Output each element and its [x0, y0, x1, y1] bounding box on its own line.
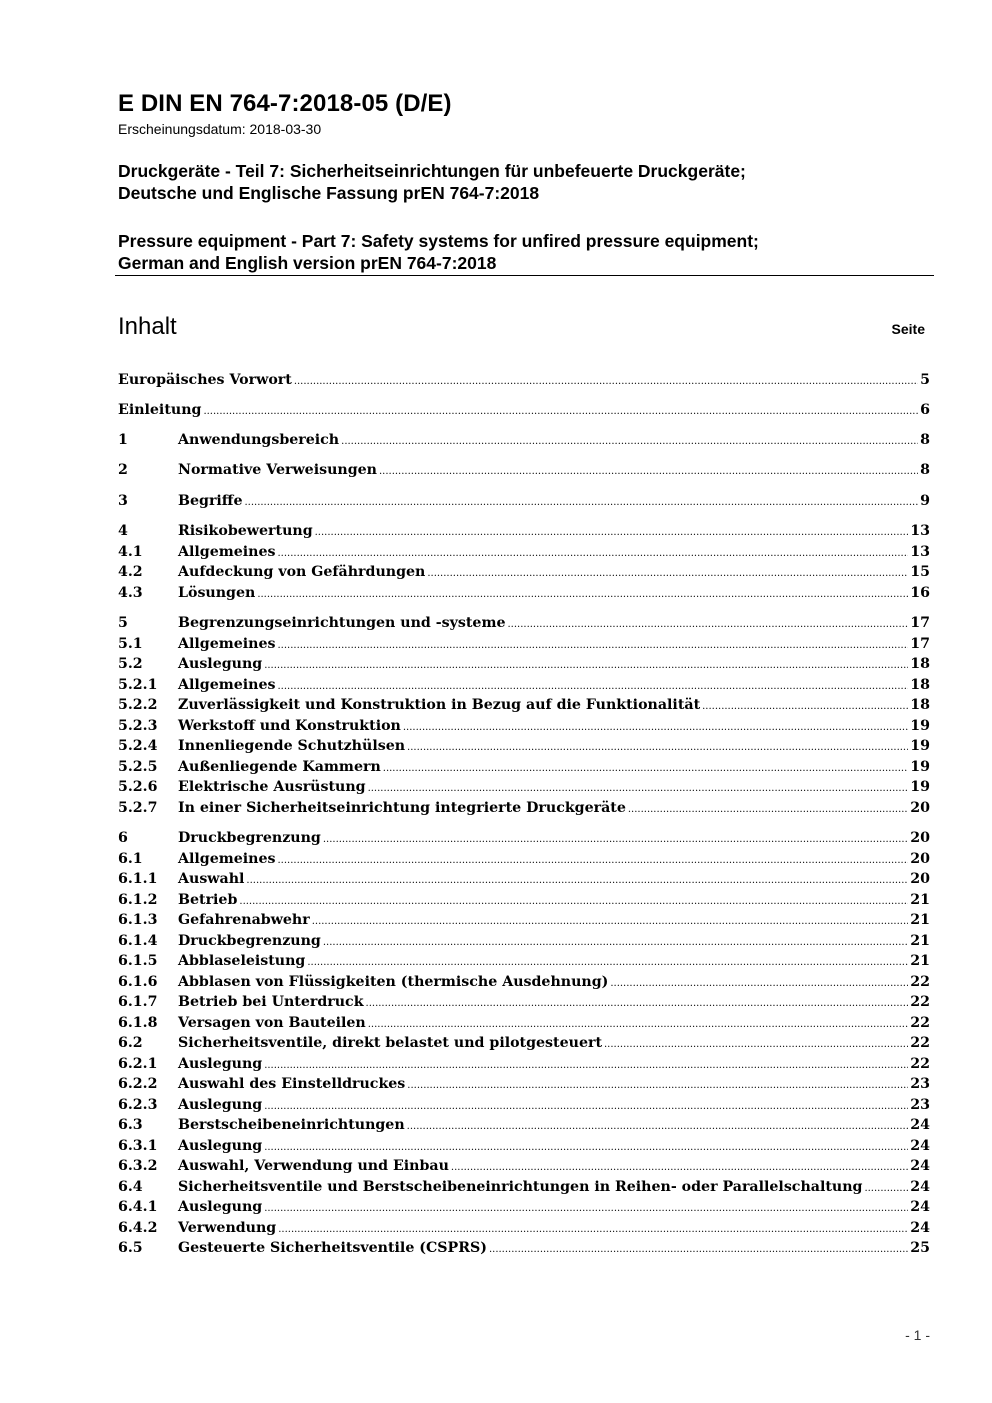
toc-entry-page: 13: [910, 523, 930, 539]
toc-dot-leader: [383, 759, 908, 775]
toc-entry[interactable]: [118, 974, 930, 994]
toc-entry-title: Begrenzungseinrichtungen und -systeme: [178, 615, 506, 631]
toc-entry-title: Auslegung: [178, 656, 263, 672]
toc-entry[interactable]: [118, 1117, 930, 1137]
toc-dot-leader: [264, 1097, 908, 1113]
toc-entry-number: 6.1.8: [118, 1015, 158, 1031]
toc-entry-page: 24: [910, 1117, 930, 1133]
toc-entry[interactable]: [118, 1015, 930, 1035]
toc-dot-leader: [246, 871, 908, 887]
toc-dot-leader: [312, 912, 909, 928]
toc-entry-page: 21: [910, 892, 930, 908]
toc-dot-leader: [307, 953, 908, 969]
toc-entry-number: 6.1.2: [118, 892, 158, 908]
toc-entry-number: 6.2.1: [118, 1056, 158, 1072]
toc-entry-page: 5: [920, 372, 930, 388]
toc-entry[interactable]: [118, 1240, 930, 1260]
toc-dot-leader: [403, 718, 908, 734]
toc-dot-leader: [264, 656, 908, 672]
toc-entry-page: 20: [910, 830, 930, 846]
toc-entry-page: 19: [910, 759, 930, 775]
toc-entry[interactable]: [118, 493, 930, 513]
page-column-label: Seite: [891, 321, 925, 337]
toc-entry-page: 24: [910, 1199, 930, 1215]
toc-entry-page: 17: [910, 636, 930, 652]
toc-entry-number: 6: [118, 830, 128, 846]
toc-entry-number: 6.1.7: [118, 994, 158, 1010]
toc-entry-title: Allgemeines: [178, 544, 276, 560]
toc-entry-page: 17: [910, 615, 930, 631]
toc-entry-page: 19: [910, 738, 930, 754]
toc-dot-leader: [508, 615, 909, 631]
toc-entry-title: Betrieb: [178, 892, 238, 908]
toc-entry-title: Druckbegrenzung: [178, 830, 321, 846]
toc-dot-leader: [278, 544, 909, 560]
toc-entry-number: 6.5: [118, 1240, 143, 1256]
toc-entry-title: Druckbegrenzung: [178, 933, 321, 949]
toc-entry-title: Betrieb bei Unterdruck: [178, 994, 364, 1010]
toc-entry-number: 5.2.1: [118, 677, 158, 693]
toc-entry-page: 18: [910, 697, 930, 713]
toc-dot-leader: [264, 1056, 908, 1072]
toc-entry-page: 6: [920, 402, 930, 418]
toc-entry[interactable]: [118, 1076, 930, 1096]
toc-dot-leader: [628, 800, 908, 816]
toc-dot-leader: [610, 974, 908, 990]
toc-entry-title: Anwendungsbereich: [178, 432, 340, 448]
toc-dot-leader: [323, 933, 908, 949]
toc-entry-page: 22: [910, 1056, 930, 1072]
toc-entry[interactable]: [118, 1199, 930, 1219]
toc-entry[interactable]: [118, 402, 930, 422]
toc-entry-title: Abblaseleistung: [178, 953, 306, 969]
toc-entry[interactable]: [118, 544, 930, 564]
toc-entry-number: 6.2: [118, 1035, 143, 1051]
toc-entry-page: 19: [910, 718, 930, 734]
toc-entry[interactable]: [118, 636, 930, 656]
toc-dot-leader: [379, 462, 918, 478]
toc-entry[interactable]: [118, 892, 930, 912]
toc-entry-title: Auswahl, Verwendung und Einbau: [178, 1158, 449, 1174]
toc-entry-title: Berstscheibeneinrichtungen: [178, 1117, 405, 1133]
toc-entry-title: In einer Sicherheitseinrichtung integrierte Druckgeräte: [178, 800, 626, 816]
toc-entry-number: 6.4.1: [118, 1199, 158, 1215]
toc-entry-page: 25: [910, 1240, 930, 1256]
toc-entry-page: 20: [910, 851, 930, 867]
toc-entry-title: Elektrische Ausrüstung: [178, 779, 366, 795]
toc-dot-leader: [257, 585, 908, 601]
toc-dot-leader: [278, 851, 909, 867]
toc-entry-number: 5.2.7: [118, 800, 158, 816]
toc-entry-page: 20: [910, 871, 930, 887]
toc-dot-leader: [278, 636, 909, 652]
toc-entry[interactable]: [118, 1220, 930, 1240]
toc-entry-number: 6.1: [118, 851, 143, 867]
toc-entry-number: 4: [118, 523, 128, 539]
toc-dot-leader: [323, 830, 908, 846]
toc-entry[interactable]: [118, 933, 930, 953]
toc-entry-number: 1: [118, 432, 128, 448]
toc-entry-title: Auslegung: [178, 1097, 263, 1113]
toc-heading: Inhalt: [118, 313, 177, 340]
toc-dot-leader: [315, 523, 909, 539]
toc-entry-title: Werkstoff und Konstruktion: [178, 718, 401, 734]
toc-entry[interactable]: [118, 953, 930, 973]
toc-entry-number: 6.4: [118, 1179, 143, 1195]
toc-dot-leader: [368, 779, 909, 795]
toc-entry-title: Versagen von Bauteilen: [178, 1015, 366, 1031]
toc-entry-page: 21: [910, 933, 930, 949]
toc-entry-number: 4.3: [118, 585, 143, 601]
toc-entry[interactable]: [118, 1056, 930, 1076]
toc-entry-page: 18: [910, 656, 930, 672]
toc-entry[interactable]: [118, 759, 930, 779]
toc-entry[interactable]: [118, 697, 930, 717]
toc-entry-page: 24: [910, 1158, 930, 1174]
toc-entry-number: 6.1.1: [118, 871, 158, 887]
toc-entry[interactable]: [118, 1179, 930, 1199]
toc-entry-title: Auslegung: [178, 1199, 263, 1215]
toc-entry-number: 6.3.2: [118, 1158, 158, 1174]
toc-dot-leader: [368, 1015, 909, 1031]
toc-entry[interactable]: [118, 851, 930, 871]
toc-entry-page: 16: [910, 585, 930, 601]
toc-dot-leader: [427, 564, 908, 580]
toc-entry-number: 5.2.2: [118, 697, 158, 713]
toc-entry[interactable]: [118, 1138, 930, 1158]
title-german-line-1: Druckgeräte - Teil 7: Sicherheitseinrichtungen für unbefeuerte Druckgeräte;: [118, 161, 746, 181]
toc-entry-page: 22: [910, 1015, 930, 1031]
toc-entry-title: Außenliegende Kammern: [178, 759, 381, 775]
toc-entry[interactable]: [118, 738, 930, 758]
toc-dot-leader: [702, 697, 908, 713]
toc-dot-leader: [244, 493, 918, 509]
toc-entry-number: 5.2.5: [118, 759, 158, 775]
toc-entry-number: 5.1: [118, 636, 143, 652]
toc-entry-page: 24: [910, 1179, 930, 1195]
toc-entry-title: Auslegung: [178, 1056, 263, 1072]
toc-entry-number: 6.2.3: [118, 1097, 158, 1113]
title-german-line-2: Deutsche und Englische Fassung prEN 764-7:2018: [118, 183, 540, 203]
toc-entry-page: 19: [910, 779, 930, 795]
toc-entry-title: Aufdeckung von Gefährdungen: [178, 564, 426, 580]
toc-entry[interactable]: [118, 779, 930, 799]
toc-entry-number: 6.1.5: [118, 953, 158, 969]
toc-entry-number: 5.2: [118, 656, 143, 672]
toc-entry[interactable]: [118, 994, 930, 1014]
toc-entry-page: 23: [910, 1097, 930, 1113]
toc-dot-leader: [366, 994, 909, 1010]
toc-entry-page: 8: [920, 432, 930, 448]
toc-dot-leader: [294, 372, 918, 388]
toc-entry-title: Innenliegende Schutzhülsen: [178, 738, 406, 754]
toc-entry-page: 21: [910, 953, 930, 969]
toc-entry-page: 20: [910, 800, 930, 816]
title-english: [118, 230, 759, 274]
toc-dot-leader: [278, 1220, 908, 1236]
title-english-line-1: Pressure equipment - Part 7: Safety systems for unfired pressure equipment;: [118, 231, 759, 251]
toc-entry[interactable]: [118, 372, 930, 392]
page-number: - 1 -: [905, 1327, 930, 1343]
toc-entry-number: 6.3: [118, 1117, 143, 1133]
toc-dot-leader: [407, 1076, 908, 1092]
toc-entry-title: Allgemeines: [178, 851, 276, 867]
toc-entry-number: 6.4.2: [118, 1220, 158, 1236]
toc-entry-number: 6.1.4: [118, 933, 158, 949]
toc-entry[interactable]: [118, 564, 930, 584]
header-divider: [115, 275, 934, 276]
toc-entry-title: Auswahl: [178, 871, 245, 887]
toc-dot-leader: [264, 1199, 908, 1215]
toc-entry[interactable]: [118, 432, 930, 452]
toc-entry[interactable]: [118, 462, 930, 482]
toc-dot-leader: [203, 402, 918, 418]
toc-entry-page: 13: [910, 544, 930, 560]
toc-entry[interactable]: [118, 656, 930, 676]
toc-entry-title: Auswahl des Einstelldruckes: [178, 1076, 406, 1092]
toc-entry[interactable]: [118, 677, 930, 697]
toc-entry-title: Europäisches Vorwort: [118, 372, 292, 388]
toc-entry-page: 18: [910, 677, 930, 693]
toc-entry-title: Sicherheitsventile und Berstscheibeneinrichtungen in Reihen- oder Parallelschaltung: [178, 1179, 863, 1195]
toc-entry-title: Verwendung: [178, 1220, 277, 1236]
toc-dot-leader: [239, 892, 908, 908]
toc-entry-title: Normative Verweisungen: [178, 462, 377, 478]
toc-entry-title: Abblasen von Flüssigkeiten (thermische Ausdehnung): [178, 974, 609, 990]
toc-entry-title: Einleitung: [118, 402, 202, 418]
toc-dot-leader: [489, 1240, 908, 1256]
toc-entry-title: Gesteuerte Sicherheitsventile (CSPRS): [178, 1240, 487, 1256]
toc-dot-leader: [407, 1117, 909, 1133]
toc-entry[interactable]: [118, 585, 930, 605]
toc-entry-number: 5.2.6: [118, 779, 158, 795]
toc-entry-number: 5.2.4: [118, 738, 158, 754]
toc-entry-title: Zuverlässigkeit und Konstruktion in Bezug auf die Funktionalität: [178, 697, 701, 713]
toc-entry-title: Allgemeines: [178, 636, 276, 652]
toc-entry-title: Risikobewertung: [178, 523, 313, 539]
toc-entry[interactable]: [118, 1158, 930, 1178]
toc-entry-title: Allgemeines: [178, 677, 276, 693]
toc-entry[interactable]: [118, 523, 930, 543]
title-german: [118, 160, 746, 204]
toc-entry-page: 22: [910, 974, 930, 990]
toc-entry-number: 2: [118, 462, 128, 478]
toc-entry-page: 24: [910, 1138, 930, 1154]
toc-dot-leader: [864, 1179, 908, 1195]
toc-dot-leader: [278, 677, 909, 693]
toc-dot-leader: [407, 738, 908, 754]
toc-entry[interactable]: [118, 1097, 930, 1117]
document-number: E DIN EN 764-7:2018-05 (D/E): [118, 90, 452, 117]
toc-entry-number: 6.1.6: [118, 974, 158, 990]
toc-entry-number: 3: [118, 493, 128, 509]
toc-entry-title: Gefahrenabwehr: [178, 912, 310, 928]
toc-dot-leader: [264, 1138, 908, 1154]
toc-entry-number: 6.1.3: [118, 912, 158, 928]
toc-entry-number: 4.2: [118, 564, 143, 580]
publication-date: Erscheinungsdatum: 2018-03-30: [118, 121, 322, 137]
toc-entry[interactable]: [118, 830, 930, 850]
toc-entry[interactable]: [118, 615, 930, 635]
toc-entry-page: 21: [910, 912, 930, 928]
toc-entry-number: 4.1: [118, 544, 143, 560]
toc-entry[interactable]: [118, 912, 930, 932]
toc-entry-title: Lösungen: [178, 585, 256, 601]
toc-entry-title: Begriffe: [178, 493, 243, 509]
toc-entry-page: 15: [910, 564, 930, 580]
toc-entry[interactable]: [118, 871, 930, 891]
toc-entry[interactable]: [118, 1035, 930, 1055]
toc-entry-page: 8: [920, 462, 930, 478]
toc-entry-number: 6.2.2: [118, 1076, 158, 1092]
toc-entry-number: 5: [118, 615, 128, 631]
toc-dot-leader: [451, 1158, 908, 1174]
title-english-line-2: German and English version prEN 764-7:2018: [118, 253, 497, 273]
toc-entry-title: Auslegung: [178, 1138, 263, 1154]
toc-entry-number: 5.2.3: [118, 718, 158, 734]
toc-entry[interactable]: [118, 800, 930, 820]
toc-entry-title: Sicherheitsventile, direkt belastet und pilotgesteuert: [178, 1035, 602, 1051]
toc-entry-page: 22: [910, 994, 930, 1010]
toc-entry-page: 9: [920, 493, 930, 509]
toc-entry[interactable]: [118, 718, 930, 738]
toc-entry-page: 22: [910, 1035, 930, 1051]
toc-dot-leader: [604, 1035, 908, 1051]
toc-entry-page: 24: [910, 1220, 930, 1236]
toc-entry-number: 6.3.1: [118, 1138, 158, 1154]
toc-entry-page: 23: [910, 1076, 930, 1092]
toc-dot-leader: [341, 432, 918, 448]
